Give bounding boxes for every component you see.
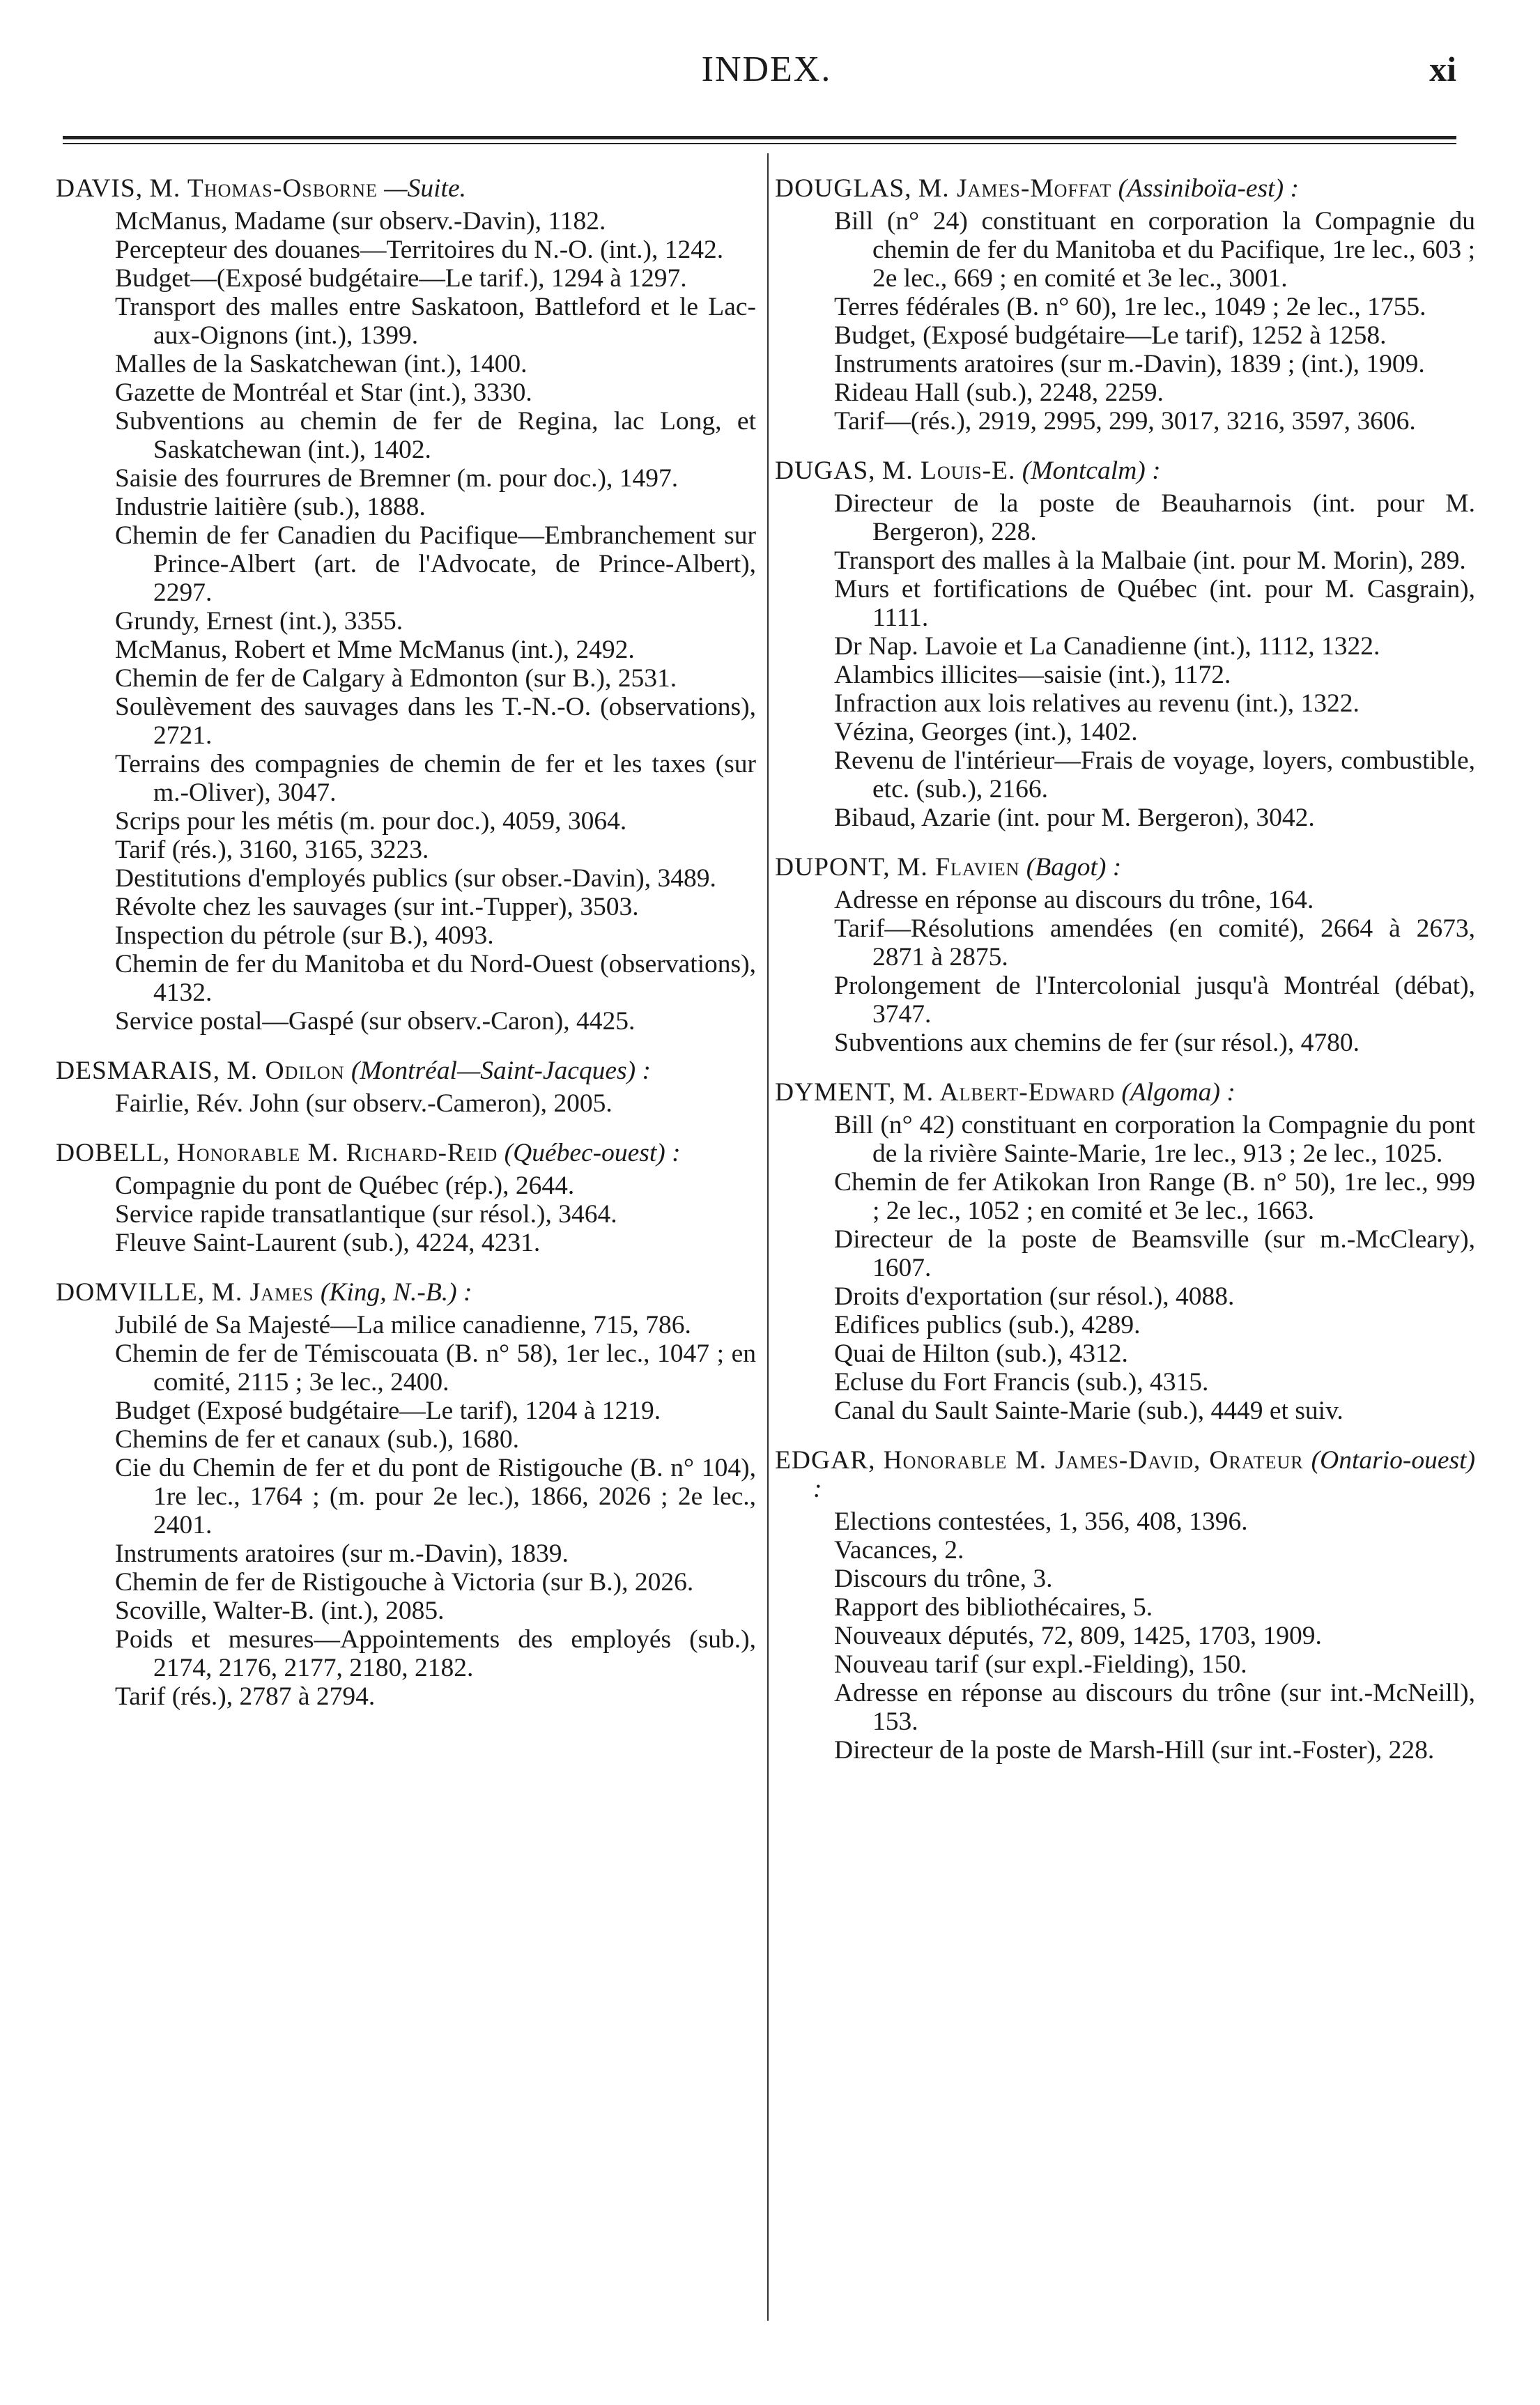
entry-subjects xyxy=(56,1089,756,1118)
member-surname: DUPONT, xyxy=(775,853,891,882)
subject-reference: Budget, (Exposé budgétaire—Le tarif), 1252 à 1258. xyxy=(834,321,1387,350)
index-entry xyxy=(56,174,756,1036)
subject-reference: Terres fédérales (B. n° 60), 1re lec., 1049 ; 2e lec., 1755. xyxy=(834,293,1426,321)
subject-reference: Infraction aux lois relatives au revenu (int.), 1322. xyxy=(834,689,1360,718)
subject-reference: Grundy, Ernest (int.), 3355. xyxy=(115,607,403,636)
subject-reference: Nouveau tarif (sur expl.-Fielding), 150. xyxy=(834,1650,1247,1679)
entry-subjects xyxy=(56,207,756,1036)
subject-reference: Directeur de la poste de Marsh-Hill (sur int.-Foster), 228. xyxy=(834,1736,1435,1765)
member-surname: EDGAR, xyxy=(775,1446,876,1475)
entry-subjects xyxy=(775,886,1475,1057)
subject-reference: McManus, Madame (sur observ.-Davin), 1182. xyxy=(115,207,606,236)
subject-reference: Terrains des compagnies de chemin de fer et les taxes (sur m.-Oliver), 3047. xyxy=(115,750,756,807)
member-riding: (Ontario-ouest) : xyxy=(813,1446,1476,1503)
member-surname: DOMVILLE, xyxy=(56,1278,206,1307)
member-given-name: M. Odilon xyxy=(226,1056,345,1085)
subject-reference: Instruments aratoires (sur m.-Davin), 1839 ; (int.), 1909. xyxy=(834,350,1425,378)
member-riding: (King, N.-B.) : xyxy=(320,1278,472,1307)
member-given-name: M. Albert-Edward xyxy=(902,1078,1115,1107)
index-entry xyxy=(56,1139,756,1257)
member-surname: DAVIS, xyxy=(56,174,144,203)
subject-reference: Canal du Sault Sainte-Marie (sub.), 4449 et suiv. xyxy=(834,1397,1343,1425)
member-riding: (Algoma) : xyxy=(1121,1078,1235,1107)
entry-heading xyxy=(775,853,1475,882)
subject-reference: Nouveaux députés, 72, 809, 1425, 1703, 1909. xyxy=(834,1622,1322,1650)
subject-reference: Discours du trône, 3. xyxy=(834,1565,1053,1593)
member-surname: DYMENT, xyxy=(775,1078,896,1107)
member-given-name: M. Louis-E. xyxy=(881,456,1016,485)
subject-reference: Scoville, Walter-B. (int.), 2085. xyxy=(115,1597,445,1625)
index-entry xyxy=(56,1278,756,1711)
subject-reference: Ecluse du Fort Francis (sub.), 4315. xyxy=(834,1368,1209,1397)
subject-reference: Bill (n° 42) constituant en corporation la Compagnie du pont de la rivière Sainte-Marie, 1re lec., 913 ; 2e lec., 1025. xyxy=(834,1111,1475,1168)
subject-reference: McManus, Robert et Mme McManus (int.), 2492. xyxy=(115,636,635,664)
entry-subjects xyxy=(775,489,1475,832)
subject-reference: Budget (Exposé budgétaire—Le tarif), 1204 à 1219. xyxy=(115,1397,661,1425)
subject-reference: Prolongement de l'Intercolonial jusqu'à Montréal (débat), 3747. xyxy=(834,971,1475,1029)
subject-reference: Malles de la Saskatchewan (int.), 1400. xyxy=(115,350,528,378)
column-divider xyxy=(767,153,769,2321)
subject-reference: Rapport des bibliothécaires, 5. xyxy=(834,1593,1153,1622)
page-number: xi xyxy=(1429,49,1456,89)
subject-reference: Vézina, Georges (int.), 1402. xyxy=(834,718,1138,746)
subject-reference: Murs et fortifications de Québec (int. pour M. Casgrain), 1111. xyxy=(834,575,1475,632)
subject-reference: Dr Nap. Lavoie et La Canadienne (int.), 1112, 1322. xyxy=(834,632,1380,661)
right-column xyxy=(775,174,1475,1785)
subject-reference: Chemin de fer de Témiscouata (B. n° 58), 1er lec., 1047 ; en comité, 2115 ; 3e lec., 2400. xyxy=(115,1339,756,1397)
subject-reference: Tarif (rés.), 2787 à 2794. xyxy=(115,1682,376,1711)
header-rule-thin xyxy=(63,143,1456,144)
subject-reference: Scrips pour les métis (m. pour doc.), 4059, 3064. xyxy=(115,807,627,836)
entry-heading xyxy=(775,174,1475,203)
index-entry xyxy=(775,853,1475,1057)
index-entry xyxy=(56,1056,756,1118)
subject-reference: Poids et mesures—Appointements des employés (sub.), 2174, 2176, 2177, 2180, 2182. xyxy=(115,1625,756,1682)
subject-reference: Transport des malles à la Malbaie (int. pour M. Morin), 289. xyxy=(834,546,1466,575)
index-entry xyxy=(775,174,1475,436)
subject-reference: Tarif (rés.), 3160, 3165, 3223. xyxy=(115,836,429,864)
subject-reference: Service rapide transatlantique (sur résol.), 3464. xyxy=(115,1200,617,1229)
index-entry xyxy=(775,1078,1475,1425)
subject-reference: Budget—(Exposé budgétaire—Le tarif.), 1294 à 1297. xyxy=(115,264,687,293)
index-entry xyxy=(775,1446,1475,1765)
subject-reference: Bill (n° 24) constituant en corporation la Compagnie du chemin de fer du Manitoba et du Pacifique, 1re lec., 603 ; 2e lec., 669 ; en comité et 3e lec., 3001. xyxy=(834,207,1475,293)
subject-reference: Percepteur des douanes—Territoires du N.-O. (int.), 1242. xyxy=(115,236,724,264)
subject-reference: Tarif—Résolutions amendées (en comité), 2664 à 2673, 2871 à 2875. xyxy=(834,914,1475,971)
running-head xyxy=(63,49,1470,98)
member-surname: DOBELL, xyxy=(56,1139,171,1167)
subject-reference: Jubilé de Sa Majesté—La milice canadienne, 715, 786. xyxy=(115,1311,691,1339)
index-entry xyxy=(775,456,1475,832)
subject-reference: Destitutions d'employés publics (sur obser.-Davin), 3489. xyxy=(115,864,716,893)
member-given-name: Honorable M. Richard-Reid xyxy=(176,1139,498,1167)
subject-reference: Saisie des fourrures de Bremner (m. pour doc.), 1497. xyxy=(115,464,679,493)
subject-reference: Fleuve Saint-Laurent (sub.), 4224, 4231. xyxy=(115,1229,541,1257)
subject-reference: Fairlie, Rév. John (sur observ.-Cameron), 2005. xyxy=(115,1089,613,1118)
subject-reference: Vacances, 2. xyxy=(834,1536,964,1565)
subject-reference: Chemin de fer Atikokan Iron Range (B. n° 50), 1re lec., 999 ; 2e lec., 1052 ; en comité et 3e lec., 1663. xyxy=(834,1168,1475,1225)
entry-subjects xyxy=(775,1507,1475,1765)
subject-reference: Chemin de fer Canadien du Pacifique—Embranchement sur Prince-Albert (art. de l'Advocate, de Prince-Albert), 2297. xyxy=(115,521,756,607)
member-riding: (Montcalm) : xyxy=(1022,456,1161,485)
member-riding: (Assiniboïa-est) : xyxy=(1118,174,1299,203)
subject-reference: Chemins de fer et canaux (sub.), 1680. xyxy=(115,1425,520,1454)
page-title: INDEX. xyxy=(701,49,832,89)
subject-reference: Soulèvement des sauvages dans les T.-N.-O. (observations), 2721. xyxy=(115,693,756,750)
subject-reference: Elections contestées, 1, 356, 408, 1396. xyxy=(834,1507,1248,1536)
entry-heading xyxy=(56,1056,756,1085)
subject-reference: Chemin de fer de Ristigouche à Victoria (sur B.), 2026. xyxy=(115,1568,694,1597)
subject-reference: Directeur de la poste de Beauharnois (int. pour M. Bergeron), 228. xyxy=(834,489,1475,546)
entry-subjects xyxy=(56,1171,756,1257)
subject-reference: Alambics illicites—saisie (int.), 1172. xyxy=(834,661,1231,689)
entry-heading xyxy=(775,1446,1475,1503)
entry-subjects xyxy=(775,207,1475,436)
left-column xyxy=(56,174,756,1732)
entry-heading xyxy=(56,1278,756,1307)
member-surname: DOUGLAS, xyxy=(775,174,912,203)
subject-reference: Service postal—Gaspé (sur observ.-Caron), 4425. xyxy=(115,1007,636,1036)
member-surname: DUGAS, xyxy=(775,456,876,485)
subject-reference: Industrie laitière (sub.), 1888. xyxy=(115,493,426,521)
header-rule-thick xyxy=(63,136,1456,139)
subject-reference: Révolte chez les sauvages (sur int.-Tupper), 3503. xyxy=(115,893,639,921)
member-surname: DESMARAIS, xyxy=(56,1056,221,1085)
entry-heading xyxy=(56,1139,756,1167)
subject-reference: Directeur de la poste de Beamsville (sur m.-McCleary), 1607. xyxy=(834,1225,1475,1282)
member-riding: —Suite. xyxy=(384,174,466,203)
subject-reference: Rideau Hall (sub.), 2248, 2259. xyxy=(834,378,1164,407)
subject-reference: Instruments aratoires (sur m.-Davin), 1839. xyxy=(115,1539,569,1568)
subject-reference: Subventions au chemin de fer de Regina, lac Long, et Saskatchewan (int.), 1402. xyxy=(115,407,756,464)
member-riding: (Bagot) : xyxy=(1026,853,1122,882)
subject-reference: Inspection du pétrole (sur B.), 4093. xyxy=(115,921,494,950)
entry-heading xyxy=(775,1078,1475,1107)
subject-reference: Subventions aux chemins de fer (sur résol.), 4780. xyxy=(834,1029,1360,1057)
entry-heading xyxy=(56,174,756,203)
member-given-name: M. Flavien xyxy=(897,853,1020,882)
entry-heading xyxy=(775,456,1475,485)
subject-reference: Transport des malles entre Saskatoon, Battleford et le Lac-aux-Oignons (int.), 1399. xyxy=(115,293,756,350)
subject-reference: Cie du Chemin de fer et du pont de Ristigouche (B. n° 104), 1re lec., 1764 ; (m. pour 2e lec.), 1866, 2026 ; 2e lec., 2401. xyxy=(115,1454,756,1539)
subject-reference: Chemin de fer de Calgary à Edmonton (sur B.), 2531. xyxy=(115,664,677,693)
subject-reference: Tarif—(rés.), 2919, 2995, 299, 3017, 3216, 3597, 3606. xyxy=(834,407,1416,436)
member-riding: (Montréal—Saint-Jacques) : xyxy=(351,1056,651,1085)
subject-reference: Adresse en réponse au discours du trône (sur int.-McNeill), 153. xyxy=(834,1679,1475,1736)
subject-reference: Gazette de Montréal et Star (int.), 3330. xyxy=(115,378,532,407)
subject-reference: Revenu de l'intérieur—Frais de voyage, loyers, combustible, etc. (sub.), 2166. xyxy=(834,746,1475,804)
member-given-name: M. Thomas-Osborne xyxy=(149,174,378,203)
subject-reference: Adresse en réponse au discours du trône, 164. xyxy=(834,886,1314,914)
member-riding: (Québec-ouest) : xyxy=(504,1139,681,1167)
subject-reference: Compagnie du pont de Québec (rép.), 2644. xyxy=(115,1171,575,1200)
member-given-name: M. James-Moffat xyxy=(918,174,1112,203)
entry-subjects xyxy=(775,1111,1475,1425)
member-given-name: M. James xyxy=(211,1278,314,1307)
subject-reference: Bibaud, Azarie (int. pour M. Bergeron), 3042. xyxy=(834,804,1315,832)
entry-subjects xyxy=(56,1311,756,1711)
subject-reference: Droits d'exportation (sur résol.), 4088. xyxy=(834,1282,1235,1311)
member-given-name: Honorable M. James-David, Orateur xyxy=(883,1446,1304,1475)
subject-reference: Chemin de fer du Manitoba et du Nord-Ouest (observations), 4132. xyxy=(115,950,756,1007)
subject-reference: Edifices publics (sub.), 4289. xyxy=(834,1311,1141,1339)
subject-reference: Quai de Hilton (sub.), 4312. xyxy=(834,1339,1128,1368)
